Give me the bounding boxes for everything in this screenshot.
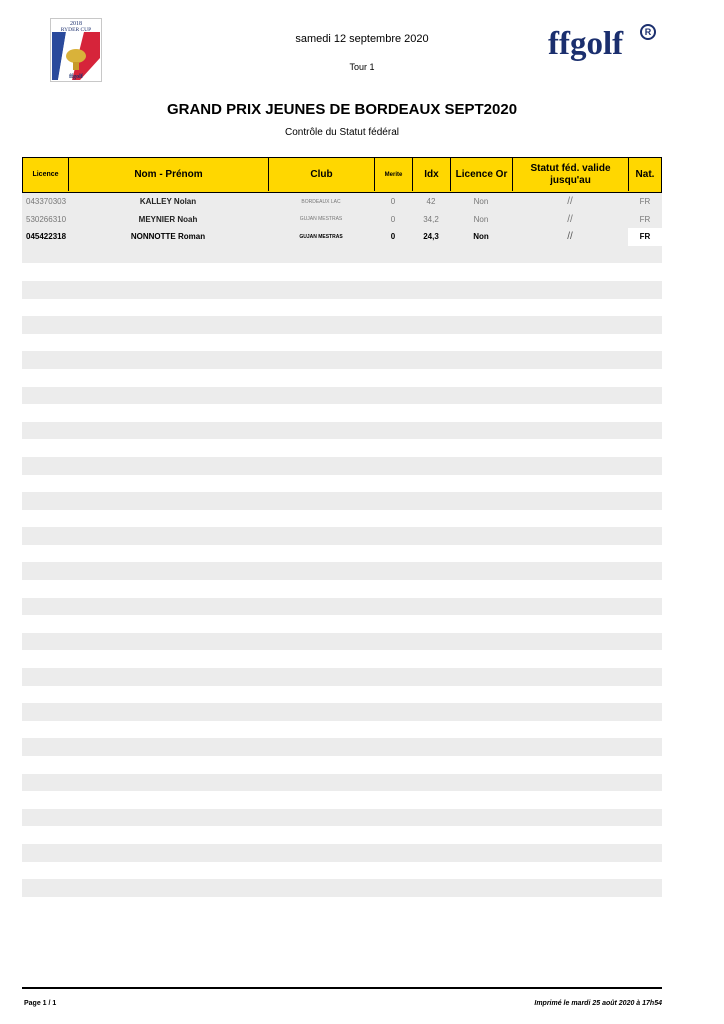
col-idx: Idx	[413, 158, 451, 191]
cell-nom: NONNOTTE Roman	[130, 232, 206, 242]
cell-licence-or: Non	[473, 232, 489, 242]
logo-year: 2018	[70, 21, 82, 27]
empty-table-row	[22, 281, 662, 299]
empty-table-row	[22, 475, 662, 493]
empty-table-row	[22, 844, 662, 862]
empty-table-row	[22, 404, 662, 422]
empty-table-row	[22, 369, 662, 387]
cell-club: GUJAN MESTRAS	[299, 216, 343, 223]
empty-table-row	[22, 598, 662, 616]
col-nom: Nom - Prénom	[69, 158, 269, 191]
col-licence: Licence	[23, 158, 69, 191]
empty-table-row	[22, 492, 662, 510]
empty-table-row	[22, 527, 662, 545]
page-number: Page 1 / 1	[24, 1000, 57, 1007]
cell-statut: //	[567, 213, 573, 225]
table-header	[22, 157, 662, 193]
empty-table-row	[22, 826, 662, 844]
page-title: GRAND PRIX JEUNES DE BORDEAUX SEPT2020	[166, 101, 518, 118]
registered-icon: R	[640, 24, 656, 40]
cell-club: GUJAN MESTRAS	[299, 233, 343, 240]
empty-table-row	[22, 738, 662, 756]
event-date: samedi 12 septembre 2020	[295, 33, 429, 45]
col-merite: Merite	[375, 158, 413, 191]
empty-table-row	[22, 334, 662, 352]
empty-table-row	[22, 351, 662, 369]
empty-table-row	[22, 703, 662, 721]
footer-divider	[22, 987, 662, 989]
cell-nom: MEYNIER Noah	[138, 214, 198, 224]
empty-table-row	[22, 686, 662, 704]
cell-nat: FR	[639, 197, 651, 207]
cell-licence: 043370303	[26, 197, 67, 207]
empty-table-row	[22, 316, 662, 334]
empty-table-row	[22, 756, 662, 774]
empty-table-row	[22, 457, 662, 475]
page-subtitle: Contrôle du Statut fédéral	[285, 127, 399, 138]
empty-table-row	[22, 650, 662, 668]
logo-ffgolf-small: ffgolf	[69, 74, 83, 80]
empty-table-row	[22, 615, 662, 633]
cell-licence-or: Non	[473, 214, 489, 224]
col-nat: Nat.	[635, 168, 655, 180]
table-row	[22, 211, 662, 229]
ryder-cup-logo	[50, 18, 102, 82]
cell-statut: //	[567, 196, 573, 208]
col-club: Club	[269, 158, 375, 191]
cell-idx: 34,2	[423, 214, 439, 224]
empty-table-row	[22, 246, 662, 264]
table-row	[22, 228, 662, 246]
col-statut: Statut féd. valide jusqu'au	[513, 158, 629, 191]
cell-merite: 0	[390, 214, 396, 224]
empty-table-row	[22, 299, 662, 317]
print-date: Imprimé le mardi 25 août 2020 à 17h54	[534, 1000, 662, 1007]
cell-idx: 24,3	[423, 232, 439, 242]
empty-table-row	[22, 774, 662, 792]
cell-merite: 0	[390, 232, 396, 242]
empty-table-row	[22, 879, 662, 897]
table-body	[22, 193, 662, 897]
logo-ryder: RYDER CUP	[60, 27, 92, 33]
empty-table-row	[22, 791, 662, 809]
cell-idx: 42	[426, 197, 436, 207]
cell-statut: //	[567, 231, 573, 243]
empty-table-row	[22, 422, 662, 440]
empty-table-row	[22, 580, 662, 598]
cell-nat: FR	[628, 228, 662, 246]
col-licence-or: Licence Or	[451, 158, 513, 191]
empty-table-row	[22, 263, 662, 281]
round-label: Tour 1	[349, 62, 375, 72]
empty-table-row	[22, 809, 662, 827]
cell-licence-or: Non	[473, 197, 489, 207]
empty-table-row	[22, 668, 662, 686]
empty-table-row	[22, 862, 662, 880]
cell-licence: 530266310	[26, 214, 67, 224]
players-table	[22, 157, 662, 897]
empty-table-row	[22, 721, 662, 739]
table-row	[22, 193, 662, 211]
cell-nat: FR	[639, 214, 651, 224]
ffgolf-logo-text: ffgolf	[548, 26, 624, 62]
cell-merite: 0	[390, 197, 396, 207]
empty-table-row	[22, 562, 662, 580]
empty-table-row	[22, 545, 662, 563]
cell-club: BORDEAUX LAC	[301, 198, 341, 205]
empty-table-row	[22, 633, 662, 651]
cell-licence: 045422318	[26, 232, 67, 242]
empty-table-row	[22, 439, 662, 457]
empty-table-row	[22, 510, 662, 528]
empty-table-row	[22, 387, 662, 405]
cell-nom: KALLEY Nolan	[139, 197, 197, 207]
